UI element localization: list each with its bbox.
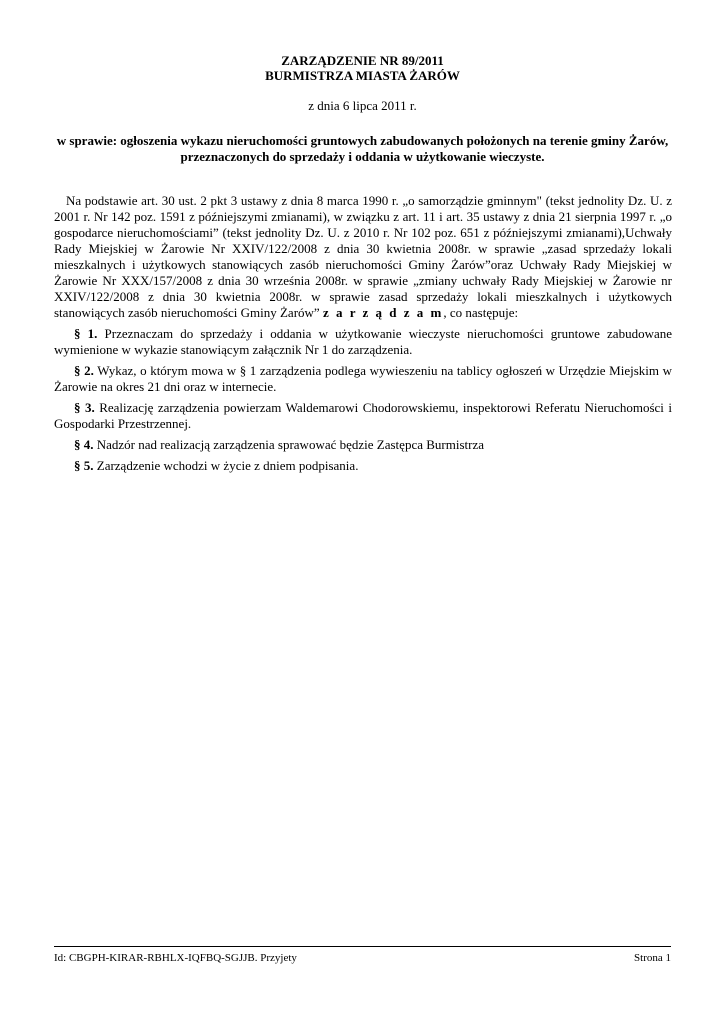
footer-page-number: Strona 1 bbox=[634, 952, 671, 964]
preamble-tail: , co następuje: bbox=[443, 305, 519, 320]
section-4 bbox=[54, 437, 672, 453]
section-4-text: Nadzór nad realizacją zarządzenia sprawować będzie Zastępca Burmistrza bbox=[93, 437, 484, 452]
section-3-text: Realizację zarządzenia powierzam Waldemarowi Chodorowskiemu, inspektorowi Referatu Nieruchomości i Gospodarki Przestrzennej. bbox=[54, 400, 672, 431]
section-5-mark: § 5. bbox=[74, 458, 94, 473]
section-5 bbox=[54, 458, 672, 474]
section-3 bbox=[54, 400, 672, 432]
section-2-text: Wykaz, o którym mowa w § 1 zarządzenia podlega wywieszeniu na tablicy ogłoszeń w Urzędzie Miejskim w Żarowie na okres 21 dni oraz w internecie. bbox=[54, 363, 672, 394]
section-2-mark: § 2. bbox=[74, 363, 94, 378]
section-1 bbox=[54, 326, 672, 358]
document-date: z dnia 6 lipca 2011 r. bbox=[308, 98, 417, 113]
preamble-text: Na podstawie art. 30 ust. 2 pkt 3 ustawy z dnia 8 marca 1990 r. „o samorządzie gminnym" (tekst jednolity Dz. U. z 2001 r. Nr 142 poz. 1591 z późniejszymi zmianami), w związku z art. 11 i art. 35 ustawy z dnia 21 sierpnia 1997 r. „o gospodarce nieruchomościami” (tekst jednolity Dz. U. z 2010 r. Nr 102 poz. 651 z późniejszymi zmianami),Uchwały Rady Miejskiej w Żarowie Nr XXIV/122/2008 z dnia 30 kwietnia 2008r. w sprawie „zasad sprzedaży lokali mieszkalnych i użytkowych stanowiących zasób nieruchomości Gminy Żarów”oraz Uchwały Rady Miejskiej w Żarowie Nr XXX/157/2008 z dnia 30 września 2008r. w sprawie „zmiany uchwały Rady Miejskiej w Żarowie nr XXIV/122/2008 z dnia 30 kwietnia 2008r. w sprawie zasad sprzedaży lokali mieszkalnych i użytkowych stanowiących zasób nieruchomości Gminy Żarów” bbox=[54, 193, 672, 320]
preamble-paragraph bbox=[54, 193, 672, 321]
footer-document-id: Id: CBGPH-KIRAR-RBHLX-IQFBQ-SGJJB. Przyjety bbox=[54, 952, 297, 964]
section-1-text: Przeznaczam do sprzedaży i oddania w użytkowanie wieczyste nieruchomości gruntowe zabudowane wymienione w wykazie stanowiącym załącznik Nr 1 do zarządzenia. bbox=[54, 326, 672, 357]
section-3-mark: § 3. bbox=[74, 400, 95, 415]
section-2 bbox=[54, 363, 672, 395]
section-5-text: Zarządzenie wchodzi w życie z dniem podpisania. bbox=[93, 458, 359, 473]
section-1-mark: § 1. bbox=[74, 326, 98, 341]
document-body bbox=[54, 193, 672, 479]
document-title-line2: BURMISTRZA MIASTA ŻARÓW bbox=[265, 68, 460, 83]
footer-divider bbox=[54, 946, 671, 947]
section-4-mark: § 4. bbox=[74, 437, 94, 452]
decree-word: z a r z ą d z a m bbox=[322, 305, 444, 320]
document-subject: w sprawie: ogłoszenia wykazu nieruchomości gruntowych zabudowanych położonych na terenie gminy Żarów, przeznaczonych do sprzedaży i oddania w użytkowanie wieczyste. bbox=[56, 133, 669, 164]
document-title-line1: ZARZĄDZENIE NR 89/2011 bbox=[281, 53, 444, 68]
